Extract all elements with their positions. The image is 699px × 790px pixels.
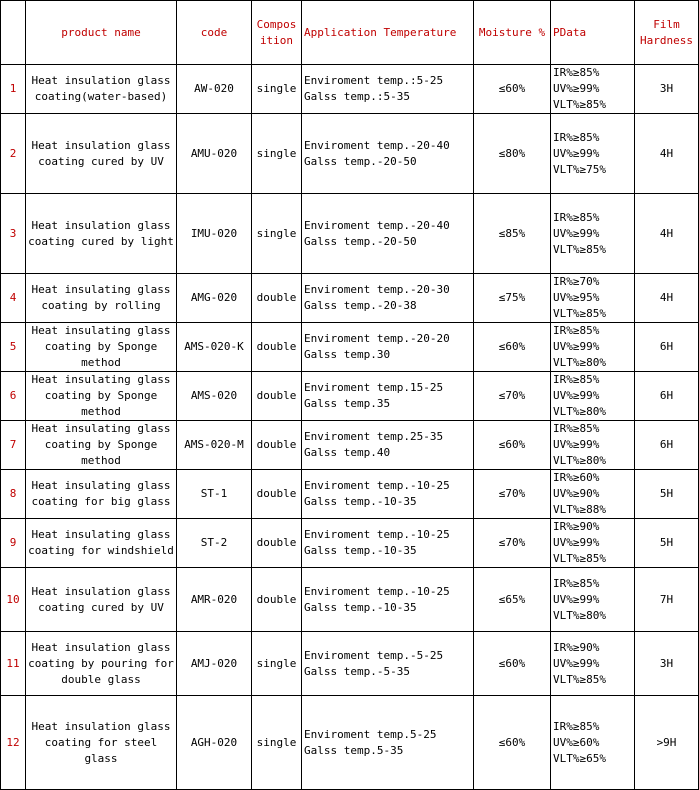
product-name-cell: Heat insulation glass coating cured by UV (26, 114, 177, 194)
header-row (1, 1, 699, 65)
code-cell: ST-1 (177, 470, 252, 519)
pdata-vlt: VLT%≥65% (553, 751, 606, 765)
code-cell: AMS-020 (177, 372, 252, 421)
application-temperature-cell (302, 632, 474, 696)
code-cell: ST-2 (177, 519, 252, 568)
environment-temp: Enviroment temp.5-25 (304, 727, 437, 741)
moisture-cell: ≤70% (474, 372, 551, 421)
application-temperature-cell (302, 519, 474, 568)
pdata-vlt: VLT%≥85% (553, 242, 606, 256)
product-name-cell: Heat insulating glass coating for big glass (26, 470, 177, 519)
composition-cell: double (252, 470, 302, 519)
environment-temp: Enviroment temp.-20-30 (304, 283, 450, 296)
table-row (1, 632, 699, 696)
film-hardness-cell: 5H (635, 519, 699, 568)
pdata-ir: IR%≥85% (553, 719, 600, 733)
pdata-cell (551, 519, 635, 568)
pdata-cell (551, 470, 635, 519)
pdata-cell (551, 274, 635, 323)
application-temperature-cell (302, 194, 474, 274)
composition-cell: double (252, 519, 302, 568)
glass-temp: Galss temp.5-35 (304, 743, 404, 757)
product-name-cell: Heat insulating glass coating for windshield (26, 519, 177, 568)
composition-cell: double (252, 323, 302, 372)
header-composition-line1: Compos (256, 17, 297, 31)
row-index: 4 (1, 274, 26, 323)
film-hardness-cell: 7H (635, 568, 699, 632)
pdata-uv: UV%≥99% (553, 340, 600, 353)
header-product-name: product name (26, 1, 177, 65)
moisture-cell: ≤60% (474, 632, 551, 696)
film-hardness-cell: 6H (635, 421, 699, 470)
product-name-cell: Heat insulation glass coating cured by light (26, 194, 177, 274)
pdata-uv: UV%≥60% (553, 735, 600, 749)
table-row (1, 696, 699, 790)
glass-temp: Galss temp.35 (304, 397, 391, 410)
row-index: 10 (1, 568, 26, 632)
pdata-ir: IR%≥85% (553, 422, 600, 435)
pdata-vlt: VLT%≥85% (553, 672, 606, 686)
row-index: 2 (1, 114, 26, 194)
application-temperature-cell (302, 65, 474, 114)
film-hardness-cell: 3H (635, 632, 699, 696)
table-row (1, 323, 699, 372)
pdata-vlt: VLT%≥80% (553, 405, 606, 418)
application-temperature-cell (302, 470, 474, 519)
application-temperature-cell (302, 372, 474, 421)
pdata-cell (551, 114, 635, 194)
pdata-uv: UV%≥99% (553, 146, 600, 160)
glass-temp: Galss temp.-20-50 (304, 154, 417, 168)
header-composition-line2: ition (259, 33, 294, 47)
film-hardness-cell: 6H (635, 323, 699, 372)
composition-cell: double (252, 274, 302, 323)
glass-temp: Galss temp.-10-35 (304, 544, 417, 557)
environment-temp: Enviroment temp.-20-40 (304, 218, 450, 232)
pdata-ir: IR%≥85% (553, 373, 600, 386)
moisture-cell: ≤65% (474, 568, 551, 632)
product-name-cell: Heat insulating glass coating by rolling (26, 274, 177, 323)
pdata-vlt: VLT%≥75% (553, 162, 606, 176)
table-row (1, 421, 699, 470)
header-code: code (177, 1, 252, 65)
pdata-ir: IR%≥70% (553, 275, 600, 288)
moisture-cell: ≤60% (474, 323, 551, 372)
pdata-uv: UV%≥99% (553, 592, 600, 606)
environment-temp: Enviroment temp.-20-40 (304, 138, 450, 152)
composition-cell: single (252, 632, 302, 696)
film-hardness-cell: 4H (635, 274, 699, 323)
moisture-cell: ≤60% (474, 65, 551, 114)
glass-temp: Galss temp.-5-35 (304, 664, 410, 678)
code-cell: AMR-020 (177, 568, 252, 632)
pdata-cell (551, 194, 635, 274)
row-index: 8 (1, 470, 26, 519)
film-hardness-cell: >9H (635, 696, 699, 790)
pdata-cell (551, 323, 635, 372)
film-hardness-cell: 5H (635, 470, 699, 519)
pdata-ir: IR%≥85% (553, 130, 600, 144)
header-film-hardness (635, 1, 699, 65)
product-name-cell: Heat insulation glass coating by pouring for double glass (26, 632, 177, 696)
table-row (1, 114, 699, 194)
row-index: 11 (1, 632, 26, 696)
row-index: 5 (1, 323, 26, 372)
pdata-ir: IR%≥60% (553, 471, 600, 484)
product-name-cell: Heat insulating glass coating by Sponge method (26, 372, 177, 421)
code-cell: AMG-020 (177, 274, 252, 323)
row-index: 1 (1, 65, 26, 114)
film-hardness-cell: 4H (635, 194, 699, 274)
composition-cell: single (252, 114, 302, 194)
pdata-uv: UV%≥99% (553, 82, 600, 95)
moisture-cell: ≤80% (474, 114, 551, 194)
code-cell: AW-020 (177, 65, 252, 114)
environment-temp: Enviroment temp.-5-25 (304, 648, 444, 662)
pdata-vlt: VLT%≥80% (553, 454, 606, 467)
moisture-cell: ≤70% (474, 519, 551, 568)
environment-temp: Enviroment temp.-10-25 (304, 528, 450, 541)
code-cell: AMU-020 (177, 114, 252, 194)
pdata-ir: IR%≥85% (553, 210, 600, 224)
pdata-cell (551, 696, 635, 790)
moisture-cell: ≤60% (474, 421, 551, 470)
pdata-vlt: VLT%≥85% (553, 307, 606, 320)
environment-temp: Enviroment temp.-20-20 (304, 332, 450, 345)
pdata-vlt: VLT%≥80% (553, 356, 606, 369)
product-name-cell: Heat insulation glass coating(water-based) (26, 65, 177, 114)
header-moisture: Moisture % (474, 1, 551, 65)
application-temperature-cell (302, 323, 474, 372)
header-composition (252, 1, 302, 65)
header-application-temperature: Application Temperature (302, 1, 474, 65)
glass-temp: Galss temp.-10-35 (304, 495, 417, 508)
pdata-uv: UV%≥95% (553, 291, 600, 304)
header-film-line2: Hardness (640, 33, 693, 47)
film-hardness-cell: 6H (635, 372, 699, 421)
pdata-uv: UV%≥99% (553, 656, 600, 670)
glass-temp: Galss temp.30 (304, 348, 391, 361)
moisture-cell: ≤60% (474, 696, 551, 790)
pdata-cell (551, 372, 635, 421)
glass-temp: Galss temp.-10-35 (304, 600, 417, 614)
row-index: 3 (1, 194, 26, 274)
pdata-ir: IR%≥90% (553, 640, 600, 654)
application-temperature-cell (302, 274, 474, 323)
moisture-cell: ≤70% (474, 470, 551, 519)
glass-temp: Galss temp.-20-38 (304, 299, 417, 312)
environment-temp: Enviroment temp.:5-25 (304, 74, 444, 87)
pdata-cell (551, 421, 635, 470)
code-cell: AMS-020-M (177, 421, 252, 470)
moisture-cell: ≤85% (474, 194, 551, 274)
glass-temp: Galss temp.40 (304, 446, 391, 459)
moisture-cell: ≤75% (474, 274, 551, 323)
table-row (1, 274, 699, 323)
pdata-cell (551, 632, 635, 696)
environment-temp: Enviroment temp.-10-25 (304, 584, 450, 598)
application-temperature-cell (302, 114, 474, 194)
product-name-cell: Heat insulating glass coating by Sponge method (26, 421, 177, 470)
pdata-cell (551, 568, 635, 632)
pdata-vlt: VLT%≥88% (553, 503, 606, 516)
product-name-cell: Heat insulating glass coating by Sponge method (26, 323, 177, 372)
composition-cell: double (252, 421, 302, 470)
glass-temp: Galss temp.-20-50 (304, 234, 417, 248)
pdata-uv: UV%≥99% (553, 536, 600, 549)
composition-cell: double (252, 372, 302, 421)
row-index: 7 (1, 421, 26, 470)
application-temperature-cell (302, 696, 474, 790)
pdata-ir: IR%≥85% (553, 324, 600, 337)
film-hardness-cell: 3H (635, 65, 699, 114)
pdata-vlt: VLT%≥85% (553, 552, 606, 565)
composition-cell: single (252, 696, 302, 790)
table-row (1, 65, 699, 114)
row-index: 12 (1, 696, 26, 790)
table-row (1, 568, 699, 632)
table-row (1, 194, 699, 274)
code-cell: AMS-020-K (177, 323, 252, 372)
application-temperature-cell (302, 568, 474, 632)
film-hardness-cell: 4H (635, 114, 699, 194)
pdata-ir: IR%≥85% (553, 576, 600, 590)
product-name-cell: Heat insulation glass coating for steel glass (26, 696, 177, 790)
pdata-uv: UV%≥99% (553, 438, 600, 451)
pdata-uv: UV%≥90% (553, 487, 600, 500)
pdata-vlt: VLT%≥85% (553, 98, 606, 111)
pdata-cell (551, 65, 635, 114)
pdata-ir: IR%≥90% (553, 520, 600, 533)
header-pdata: PData (551, 1, 635, 65)
composition-cell: double (252, 568, 302, 632)
code-cell: AGH-020 (177, 696, 252, 790)
environment-temp: Enviroment temp.25-35 (304, 430, 444, 443)
pdata-uv: UV%≥99% (553, 226, 600, 240)
glass-temp: Galss temp.:5-35 (304, 90, 410, 103)
table-row (1, 372, 699, 421)
environment-temp: Enviroment temp.15-25 (304, 381, 444, 394)
header-film-line1: Film (653, 17, 680, 31)
pdata-uv: UV%≥99% (553, 389, 600, 402)
composition-cell: single (252, 65, 302, 114)
pdata-vlt: VLT%≥80% (553, 608, 606, 622)
environment-temp: Enviroment temp.-10-25 (304, 479, 450, 492)
application-temperature-cell (302, 421, 474, 470)
code-cell: AMJ-020 (177, 632, 252, 696)
row-index: 9 (1, 519, 26, 568)
table-row (1, 519, 699, 568)
product-name-cell: Heat insulation glass coating cured by UV (26, 568, 177, 632)
code-cell: IMU-020 (177, 194, 252, 274)
header-index (1, 1, 26, 65)
composition-cell: single (252, 194, 302, 274)
table-row (1, 470, 699, 519)
row-index: 6 (1, 372, 26, 421)
pdata-ir: IR%≥85% (553, 66, 600, 79)
